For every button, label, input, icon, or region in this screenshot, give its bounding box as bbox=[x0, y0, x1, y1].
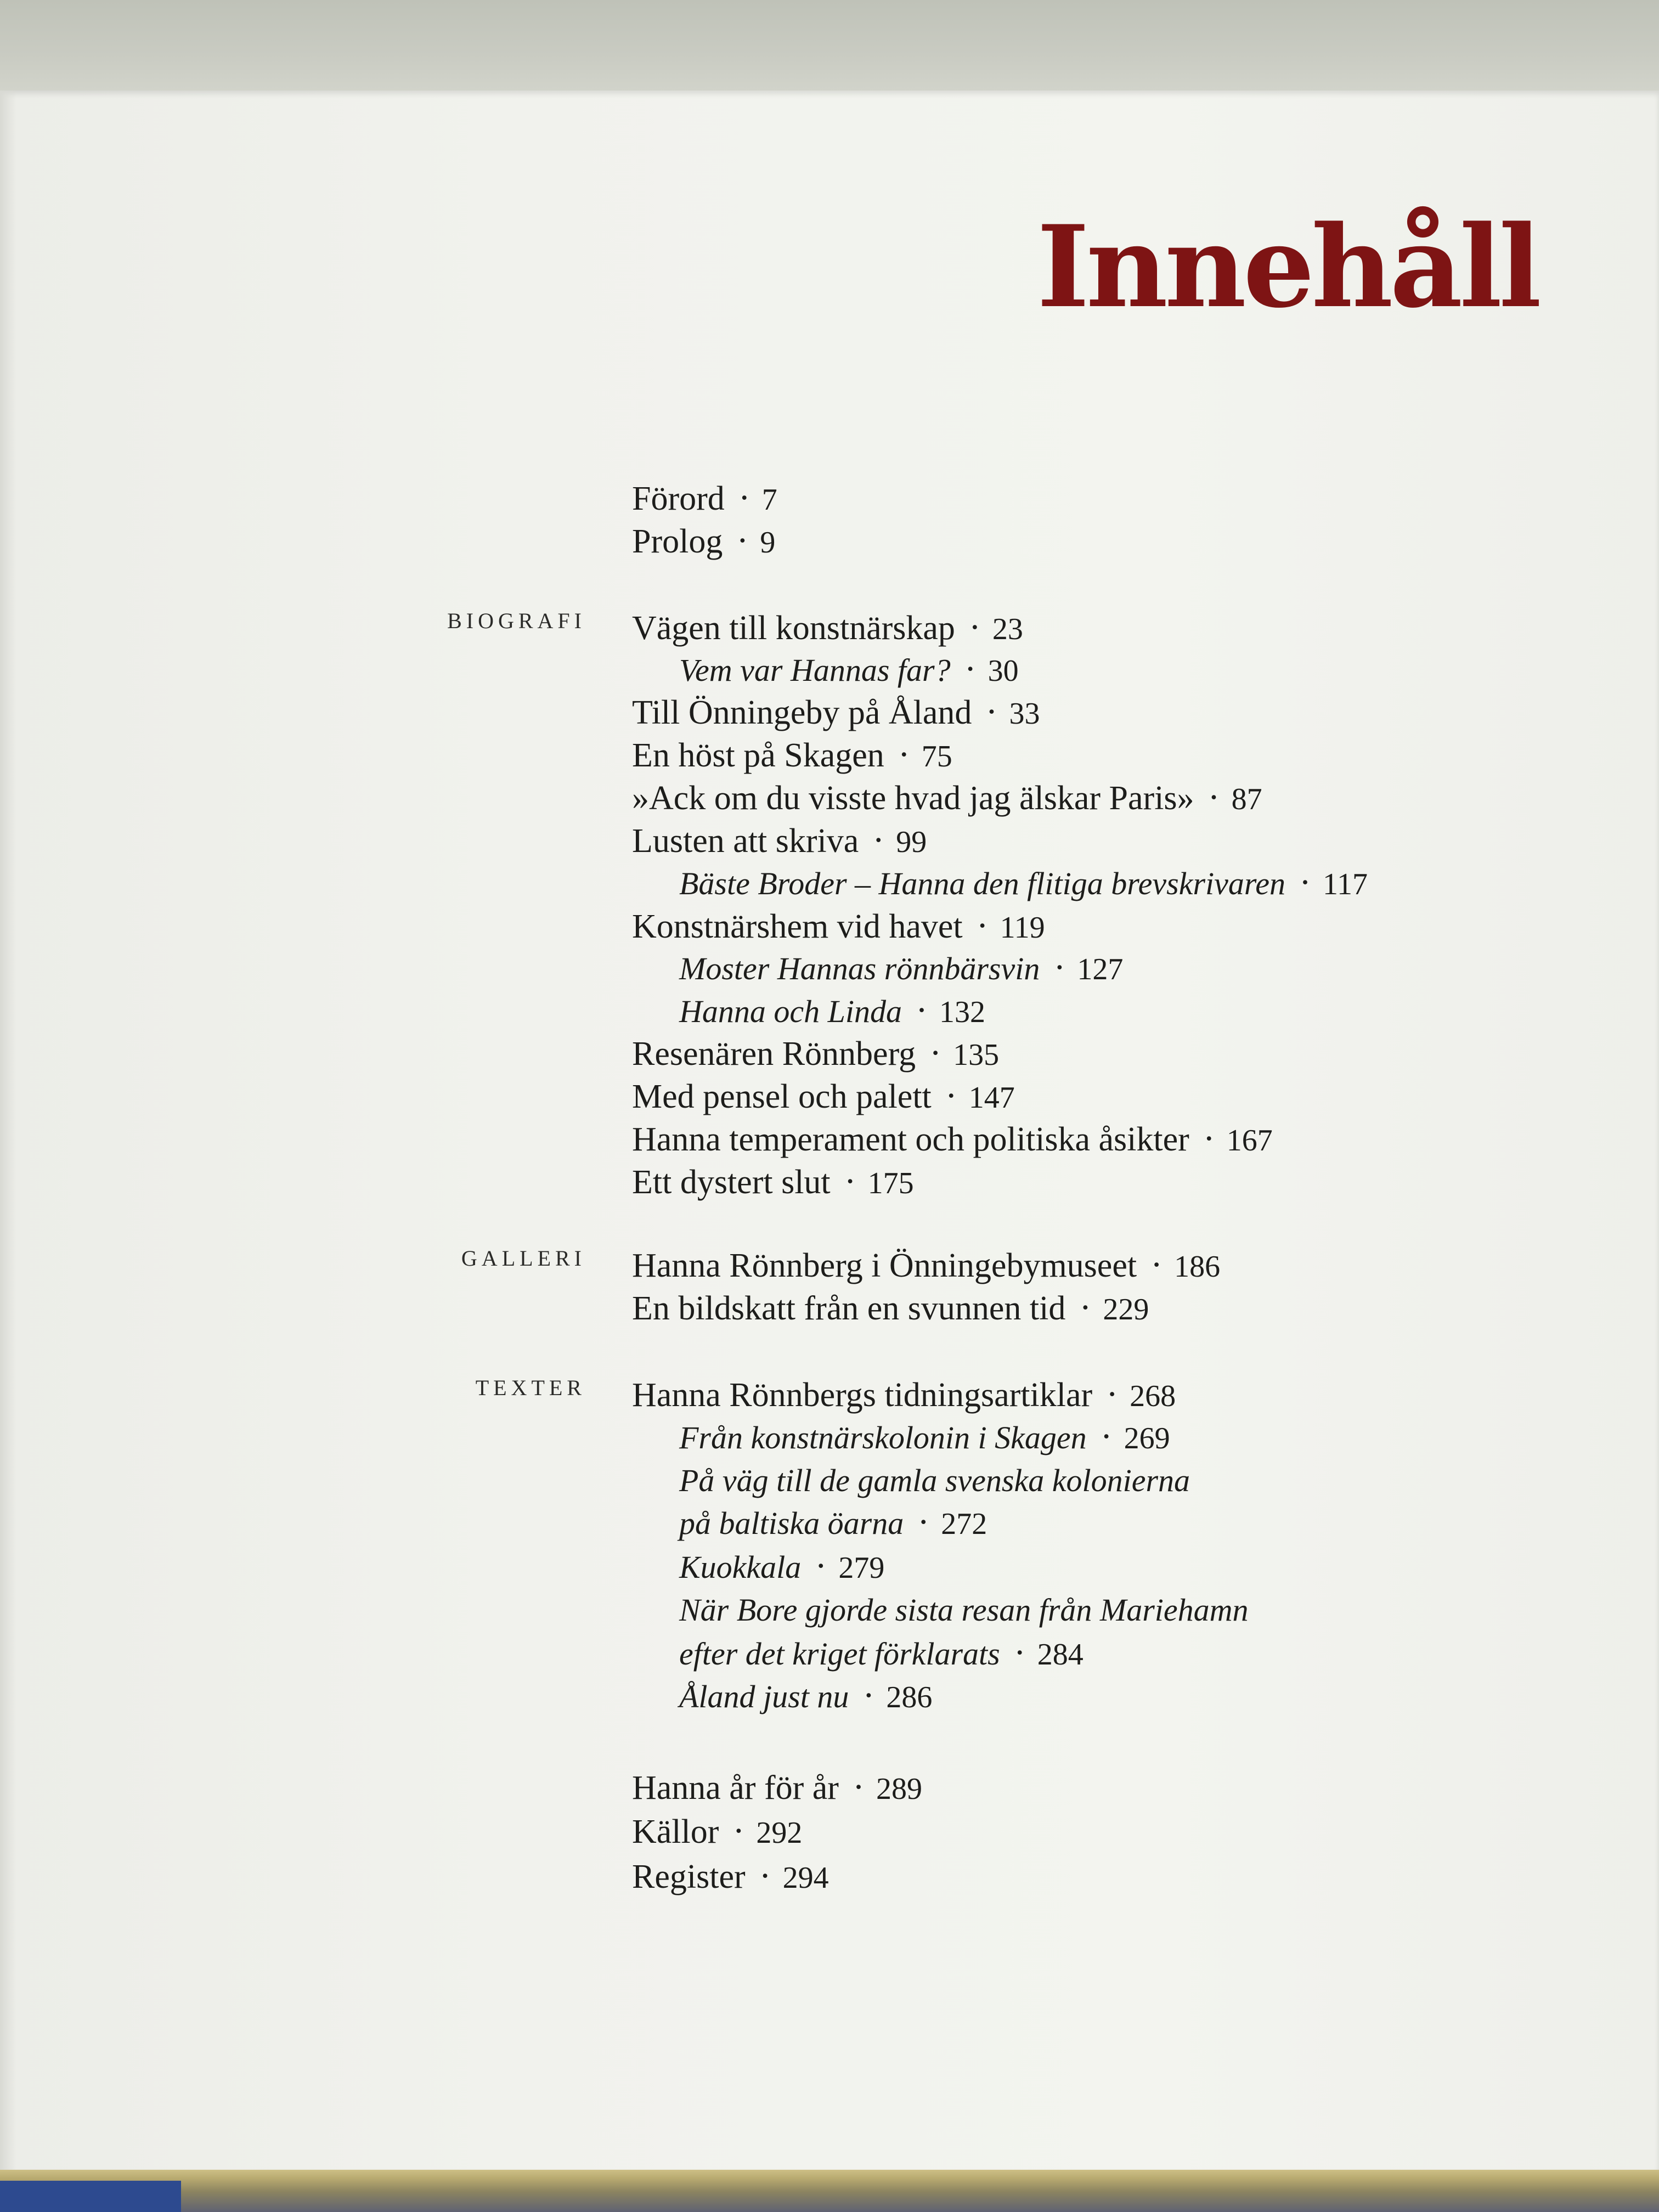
toc-entry bbox=[632, 824, 927, 858]
toc-entry bbox=[632, 1165, 914, 1199]
page-number: 87 bbox=[1231, 782, 1262, 816]
separator-dot: · bbox=[1108, 1380, 1117, 1409]
section-label-biografi: BIOGRAFI bbox=[447, 608, 586, 633]
page-number: 269 bbox=[1124, 1421, 1170, 1455]
entry-title: En bildskatt från en svunnen tid bbox=[632, 1290, 1066, 1327]
toc-entry-forord bbox=[632, 482, 777, 516]
separator-dot: · bbox=[864, 1681, 873, 1710]
separator-dot: · bbox=[874, 826, 883, 855]
separator-dot: · bbox=[1204, 1124, 1214, 1153]
toc-subentry bbox=[679, 1505, 988, 1541]
toc-entry bbox=[632, 611, 1023, 645]
entry-title: Till Önningeby på Åland bbox=[632, 694, 972, 731]
entry-title: På väg till de gamla svenska kolonierna bbox=[679, 1463, 1190, 1498]
toc-entry bbox=[632, 1291, 1149, 1325]
toc-subentry bbox=[679, 1465, 1190, 1497]
toc-entry bbox=[632, 1122, 1273, 1156]
separator-dot: · bbox=[854, 1773, 863, 1802]
separator-dot: · bbox=[970, 613, 979, 642]
entry-title: En höst på Skagen bbox=[632, 737, 884, 774]
page-number: 284 bbox=[1037, 1638, 1084, 1672]
section-label-galleri: GALLERI bbox=[461, 1246, 586, 1271]
page-number: 9 bbox=[760, 526, 776, 560]
page-number: 268 bbox=[1130, 1379, 1176, 1413]
separator-dot: · bbox=[1152, 1250, 1161, 1279]
page-number: 117 bbox=[1323, 867, 1368, 901]
separator-dot: · bbox=[987, 697, 996, 726]
page-number: 132 bbox=[939, 995, 986, 1029]
entry-title: efter det kriget förklarats bbox=[679, 1636, 1000, 1672]
entry-title: Hanna temperament och politiska åsikter bbox=[632, 1121, 1189, 1158]
toc-entry bbox=[632, 1037, 999, 1071]
page-number: 294 bbox=[782, 1861, 829, 1895]
separator-dot: · bbox=[931, 1039, 940, 1068]
entry-title: Med pensel och palett bbox=[632, 1078, 932, 1115]
toc-entry bbox=[632, 696, 1040, 730]
entry-title: Konstnärshem vid havet bbox=[632, 908, 963, 945]
toc-subentry bbox=[679, 1638, 1084, 1670]
toc-entry bbox=[632, 1815, 802, 1849]
toc-entry bbox=[632, 1860, 829, 1894]
separator-dot: · bbox=[1015, 1638, 1024, 1667]
separator-dot: · bbox=[1209, 783, 1218, 812]
page-number: 186 bbox=[1174, 1250, 1221, 1284]
page-number: 135 bbox=[953, 1038, 1000, 1072]
entry-title: När Bore gjorde sista resan från Mariehamn bbox=[679, 1592, 1249, 1628]
entry-title: Resenären Rönnberg bbox=[632, 1035, 916, 1073]
separator-dot: · bbox=[919, 1508, 928, 1537]
page-number: 99 bbox=[896, 825, 927, 859]
toc-subentry bbox=[679, 1681, 932, 1713]
page-number: 147 bbox=[968, 1081, 1015, 1115]
separator-dot: · bbox=[734, 1816, 743, 1846]
page-number: 127 bbox=[1077, 952, 1124, 986]
page-number: 279 bbox=[838, 1551, 885, 1585]
toc-subentry bbox=[679, 996, 985, 1028]
separator-dot: · bbox=[740, 483, 749, 512]
page-number: 33 bbox=[1009, 697, 1040, 731]
entry-title: Från konstnärskolonin i Skagen bbox=[679, 1420, 1087, 1455]
toc-entry bbox=[632, 781, 1262, 815]
toc-subentry bbox=[679, 1594, 1249, 1626]
toc-entry bbox=[632, 1378, 1176, 1412]
entry-title: Hanna Rönnberg i Önningebymuseet bbox=[632, 1247, 1137, 1284]
toc-entry bbox=[632, 1080, 1015, 1114]
separator-dot: · bbox=[946, 1081, 956, 1110]
page-number: 167 bbox=[1226, 1124, 1273, 1158]
entry-title: Källor bbox=[632, 1813, 719, 1850]
entry-title: på baltiska öarna bbox=[679, 1505, 904, 1541]
separator-dot: · bbox=[760, 1861, 770, 1891]
entry-title: Moster Hannas rönnbärsvin bbox=[679, 951, 1040, 986]
entry-title: Lusten att skriva bbox=[632, 822, 859, 860]
entry-title: Bäste Broder – Hanna den flitiga brevskrivaren bbox=[679, 866, 1286, 901]
toc-entry bbox=[632, 738, 952, 772]
page-number: 175 bbox=[867, 1166, 914, 1200]
page-number: 272 bbox=[941, 1507, 988, 1541]
entry-title: Ett dystert slut bbox=[632, 1164, 831, 1201]
entry-title: »Ack om du visste hvad jag älskar Paris» bbox=[632, 780, 1194, 817]
entry-title: Hanna Rönnbergs tidningsartiklar bbox=[632, 1376, 1093, 1414]
toc-subentry bbox=[679, 1551, 884, 1583]
separator-dot: · bbox=[1301, 868, 1310, 897]
toc-entry bbox=[632, 1249, 1220, 1283]
separator-dot: · bbox=[1102, 1422, 1111, 1451]
entry-title: Vem var Hannas far? bbox=[679, 652, 951, 688]
page-number: 292 bbox=[756, 1816, 803, 1850]
entry-title: Vägen till konstnärskap bbox=[632, 610, 955, 647]
page-number: 229 bbox=[1103, 1293, 1149, 1327]
separator-dot: · bbox=[899, 740, 909, 769]
entry-title: Kuokkala bbox=[679, 1549, 802, 1585]
entry-title: Hanna och Linda bbox=[679, 994, 902, 1029]
entry-title: Register bbox=[632, 1858, 746, 1895]
toc-subentry bbox=[679, 953, 1123, 985]
separator-dot: · bbox=[738, 526, 747, 555]
toc-subentry bbox=[679, 654, 1019, 686]
page-number: 289 bbox=[876, 1772, 922, 1806]
toc-entry-prolog bbox=[632, 524, 775, 558]
page-number: 286 bbox=[886, 1680, 933, 1714]
entry-title: Hanna år för år bbox=[632, 1769, 839, 1807]
separator-dot: · bbox=[1081, 1293, 1090, 1322]
page-number: 75 bbox=[921, 740, 952, 774]
toc-subentry bbox=[679, 1422, 1170, 1454]
separator-dot: · bbox=[966, 654, 975, 684]
entry-title: Åland just nu bbox=[679, 1679, 849, 1714]
page-number: 30 bbox=[988, 654, 1019, 688]
separator-dot: · bbox=[845, 1167, 855, 1196]
entry-title: Prolog bbox=[632, 523, 723, 560]
separator-dot: · bbox=[1055, 953, 1064, 982]
toc-subentry bbox=[679, 868, 1368, 900]
separator-dot: · bbox=[917, 996, 927, 1025]
toc-entry bbox=[632, 910, 1045, 944]
toc-entry bbox=[632, 1771, 922, 1805]
page-number: 119 bbox=[1000, 911, 1045, 945]
separator-dot: · bbox=[816, 1551, 826, 1581]
section-label-texter: TEXTER bbox=[475, 1375, 586, 1400]
separator-dot: · bbox=[978, 911, 987, 940]
page-number: 7 bbox=[761, 483, 777, 517]
page-title: Innehåll bbox=[1036, 201, 1538, 333]
entry-title: Förord bbox=[632, 480, 725, 517]
page-number: 23 bbox=[992, 612, 1023, 646]
